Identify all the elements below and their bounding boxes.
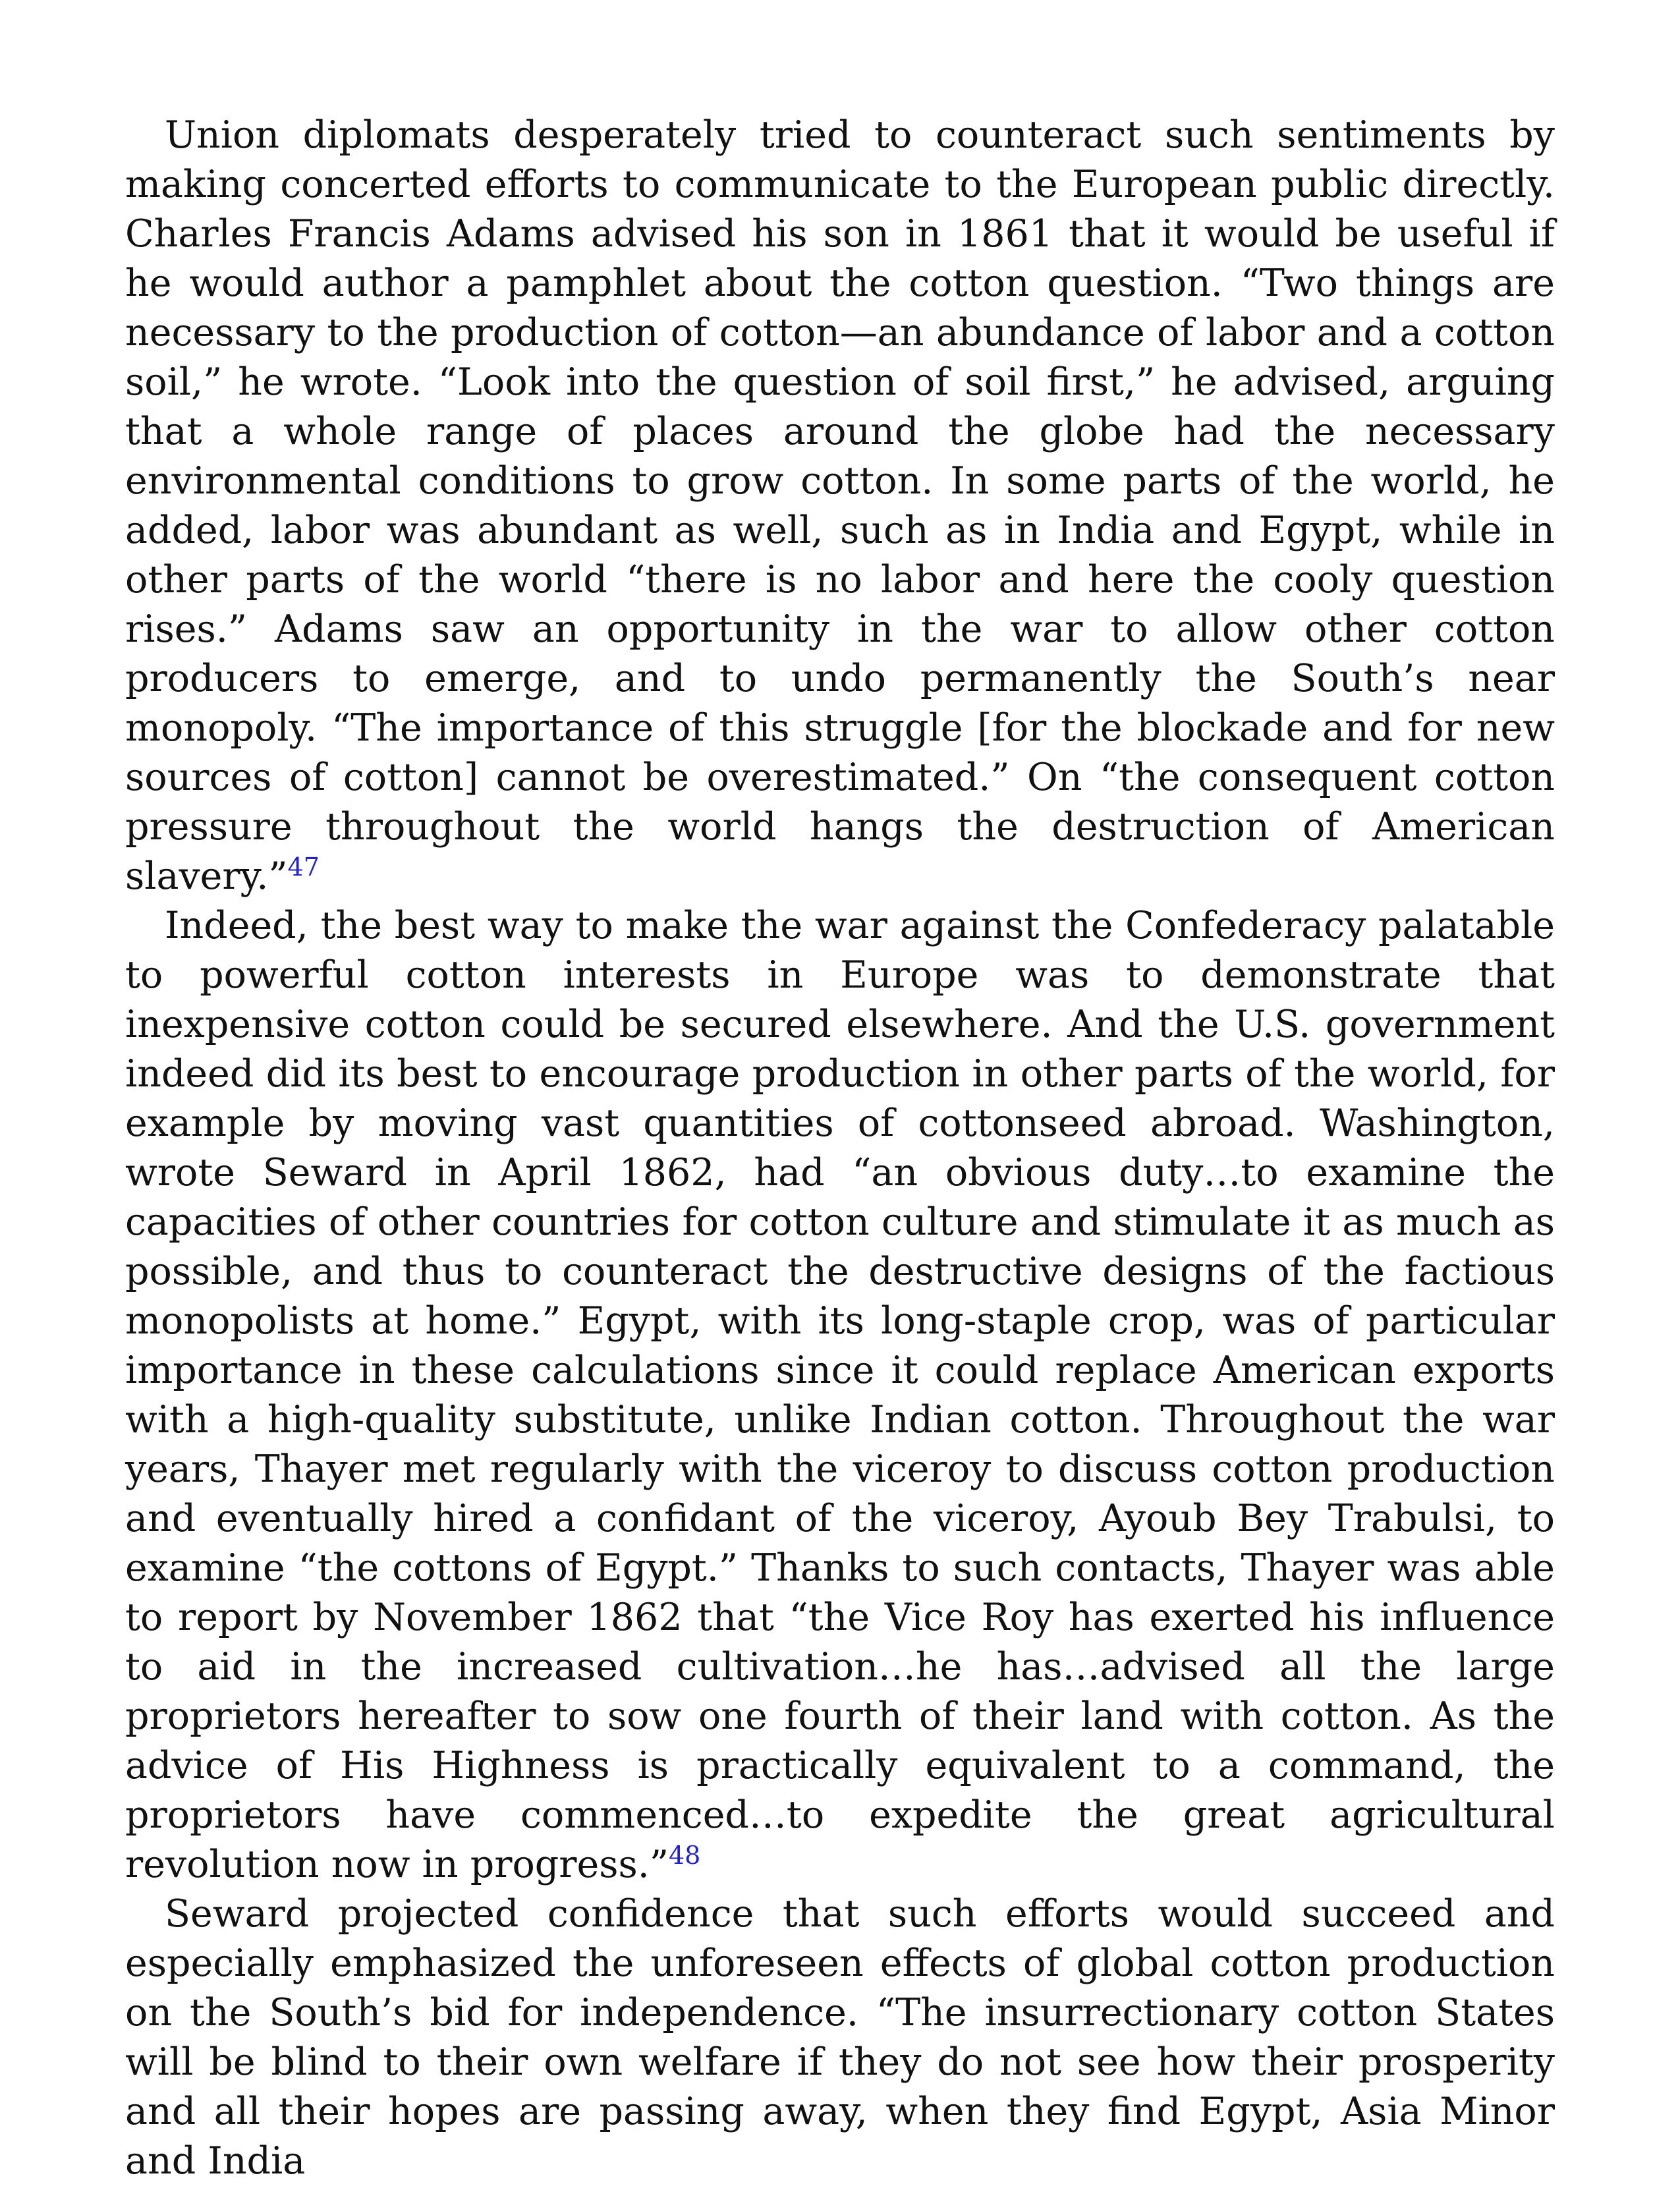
paragraph-text: Union diplomats desperately tried to counteract such sentiments by making concerted efforts to communicate to the European public directly. Charles Francis Adams advised his son in 1861 that it would be useful if he would author a pamphlet about the cotton question. “Two things are necessary to the production of cotton—an abundance of labor and a cotton soil,” he wrote. “Look into the question of soil first,” he advised, arguing that a whole range of places around the globe had the necessary environmental conditions to grow cotton. In some parts of the world, he added, labor was abundant as well, such as in India and Egypt, while in other parts of the world “there is no labor and here the cooly question rises.” Adams saw an opportunity in the war to allow other cotton producers to emerge, and to undo permanently the South’s near monopoly. “The importance of this struggle [for the blockade and for new sources of cotton] cannot be overestimated.” On “the consequent cotton pressure throughout the world hangs the destruction of American slavery.” [125, 113, 1555, 898]
footnote-link-47[interactable]: 47 [287, 853, 320, 882]
paragraph-seward [125, 1890, 1555, 2186]
paragraph-union-diplomats [125, 111, 1555, 901]
paragraph-text: Seward projected confidence that such efforts would succeed and especially emphasized the unforeseen effects of global cotton production on the South’s bid for independence. “The insurrectionary cotton States will be blind to their own welfare if they do not see how their prosperity and all their hopes are passing away, when they find Egypt, Asia Minor and India [125, 1892, 1555, 2183]
paragraph-text: Indeed, the best way to make the war against the Confederacy palatable to powerful cotton interests in Europe was to demonstrate that inexpensive cotton could be secured elsewhere. And the U.S. government indeed did its best to encourage production in other parts of the world, for example by moving vast quantities of cottonseed abroad. Washington, wrote Seward in April 1862, had “an obvious duty…to examine the capacities of other countries for cotton culture and stimulate it as much as possible, and thus to counteract the destructive designs of the factious monopolists at home.” Egypt, with its long-staple crop, was of particular importance in these calculations since it could replace American exports with a high-quality substitute, unlike Indian cotton. Throughout the war years, Thayer met regularly with the viceroy to discuss cotton production and eventually hired a confidant of the viceroy, Ayoub Bey Trabulsi, to examine “the cottons of Egypt.” Thanks to such contacts, Thayer was able to report by November 1862 that “the Vice Roy has exerted his influence to aid in the increased cultivation…he has…advised all the large proprietors hereafter to sow one fourth of their land with cotton. As the advice of His Highness is practically equivalent to a command, the proprietors have commenced…to expedite the great agricultural revolution now in progress.” [125, 904, 1555, 1886]
page-body [125, 111, 1555, 2186]
footnote-link-48[interactable]: 48 [669, 1841, 701, 1870]
paragraph-indeed [125, 901, 1555, 1890]
